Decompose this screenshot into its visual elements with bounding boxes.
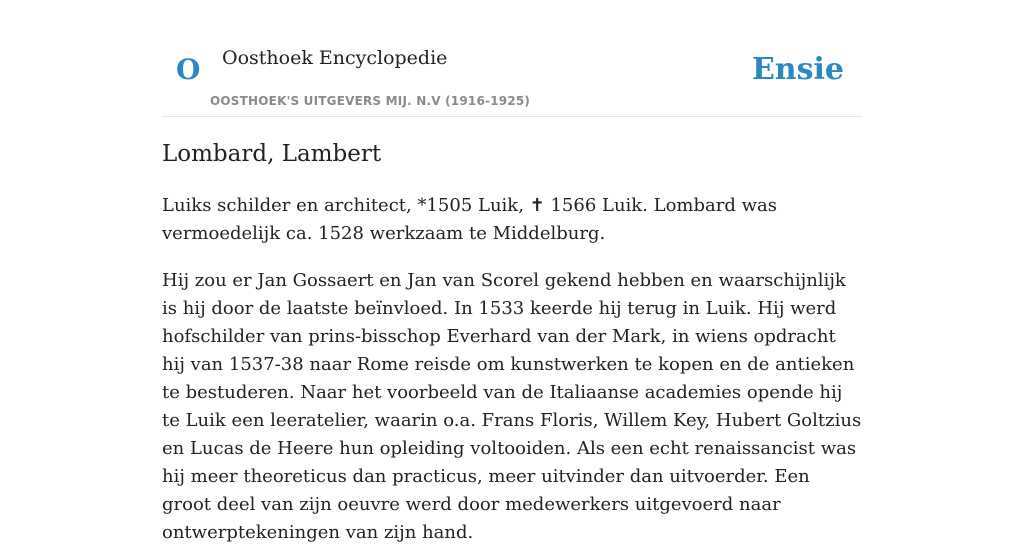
book-logo[interactable]: O bbox=[176, 53, 201, 86]
header bbox=[162, 0, 862, 117]
ensie-logo-link[interactable]: Ensie bbox=[751, 52, 844, 87]
publisher-label: OOSTHOEK'S UITGEVERS MIJ. N.V (1916-1925) bbox=[210, 94, 531, 108]
article-paragraph: Hij zou er Jan Gossaert en Jan van Scorel gekend hebben en waarschijnlijk is hij door de laatste beïnvloed. In 1533 keerde hij terug in Luik. Hij werd hofschilder van prins-bisschop Everhard van der Mark, in wiens opdracht hij van 1537-38 naar Rome reisde om kunstwerken te kopen en de antieken te bestuderen. Naar het voorbeeld van de Italiaanse academies opende hij te Luik een leeratelier, waarin o.a. Frans Floris, Willem Key, Hubert Goltzius en Lucas de Heere hun opleiding voltooiden. Als een echt renaissancist was hij meer theoreticus dan practicus, meer uitvinder dan uitvoerder. Een groot deel van zijn oeuvre werd door medewerkers uitgevoerd naar ontwerptekeningen van zijn hand. bbox=[162, 270, 862, 543]
article-paragraph: Luiks schilder en architect, *1505 Luik, ✝ 1566 Luik. Lombard was vermoedelijk ca. 1528 werkzaam te Middelburg. bbox=[162, 195, 777, 244]
book-title[interactable]: Oosthoek Encyclopedie bbox=[222, 47, 448, 69]
article-title: Lombard, Lambert bbox=[162, 141, 382, 167]
article bbox=[162, 138, 862, 547]
